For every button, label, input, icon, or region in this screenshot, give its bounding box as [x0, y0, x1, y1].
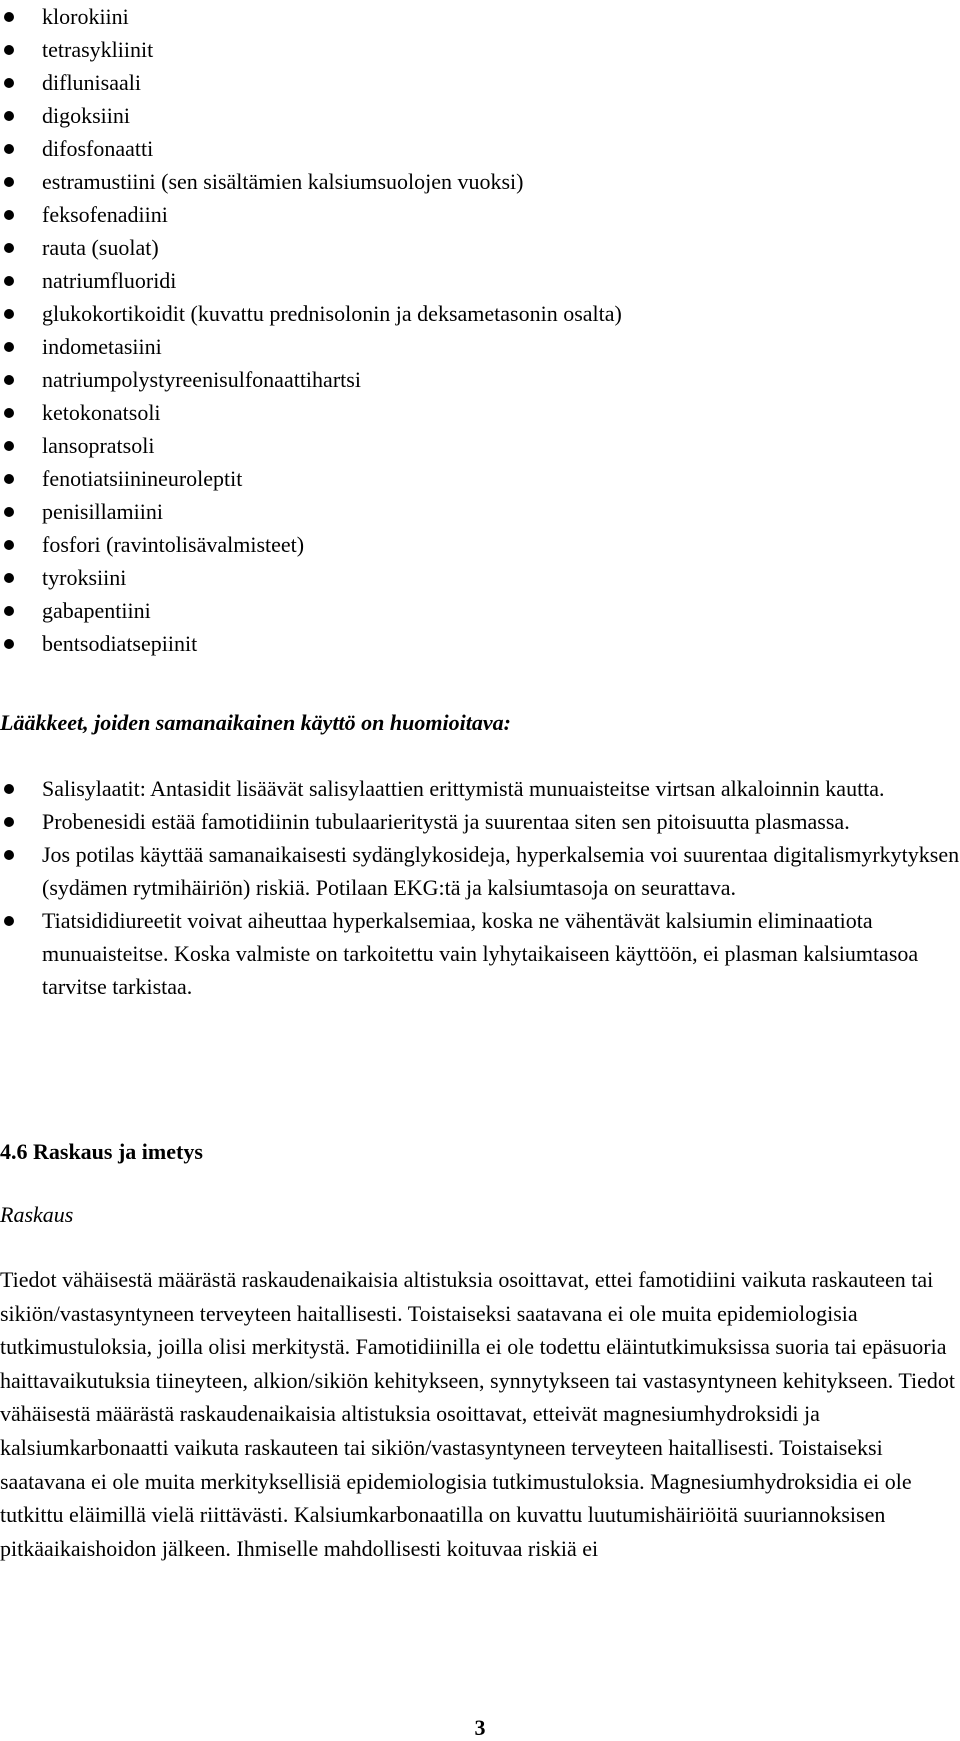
list-item — [0, 495, 622, 528]
list-item-text: difosfonaatti — [42, 136, 154, 161]
bullet-icon — [4, 408, 14, 418]
bullet-icon — [4, 850, 14, 860]
list-item-text: Jos potilas käyttää samanaikaisesti sydänglykosideja, hyperkalsemia voi suurentaa digitalismyrkytyksen (sydämen rytmihäiriön) riskiä. Potilaan EKG:tä ja kalsiumtasoja on seurattava. — [42, 842, 960, 900]
list-item — [0, 429, 622, 462]
list-item-text: fosfori (ravintolisävalmisteet) — [42, 532, 305, 557]
list-item — [0, 330, 622, 363]
list-item-text: natriumfluoridi — [42, 268, 177, 293]
list-item-text: feksofenadiini — [42, 202, 168, 227]
list-item-text: glukokortikoidit (kuvattu prednisolonin ja deksametasonin osalta) — [42, 301, 622, 326]
list-item — [0, 528, 622, 561]
bullet-icon — [4, 784, 14, 794]
list-item — [0, 462, 622, 495]
list-item — [0, 838, 960, 904]
list-item-text: bentsodiatsepiinit — [42, 631, 198, 656]
list-item — [0, 396, 622, 429]
bullet-icon — [4, 375, 14, 385]
list-item-text: natriumpolystyreenisulfonaattihartsi — [42, 367, 361, 392]
list-item-text: Salisylaatit: Antasidit lisäävät salisylaattien erittymistä munuaisteitse virtsan alkaloinnin kautta. — [42, 776, 885, 801]
page-number: 3 — [474, 1715, 486, 1740]
list-item — [0, 165, 622, 198]
list-item-text: ketokonatsoli — [42, 400, 161, 425]
bullet-icon — [4, 111, 14, 121]
list-item-text: estramustiini (sen sisältämien kalsiumsuolojen vuoksi) — [42, 169, 524, 194]
bullet-icon — [4, 441, 14, 451]
pregnancy-paragraph: Tiedot vähäisestä määrästä raskaudenaikaisia altistuksia osoittavat, ettei famotidiini vaikuta raskauteen tai sikiön/vastasyntyneen terveyteen haitallisesti. Toistaiseksi saatavana ei ole muita epidemiologisia tutkimustuloksia, joilla olisi merkitystä. Famotidiinilla ei ole todettu eläintutkimuksissa suoria tai epäsuoria haittavaikutuksia tiineyteen, alkion/sikiön kehitykseen, synnytykseen tai vastasyntyneen kehitykseen. Tiedot vähäisestä määrästä raskaudenaikaisia altistuksia osoittavat, etteivät magnesiumhydroksidi ja kalsiumkarbonaatti vaikuta raskauteen tai sikiön/vastasyntyneen terveyteen haitallisesti. Toistaiseksi saatavana ei ole muita merkityksellisiä epidemiologisia tutkimustuloksia. Magnesiumhydroksidia ei ole tutkittu eläimillä vielä riittävästi. Kalsiumkarbonaatilla on kuvattu luutumishäiriöitä suuriannoksisen pitkäaikaishoidon jälkeen. Ihmiselle mahdollisesti koituvaa riskiä ei — [0, 1267, 956, 1561]
list-item — [0, 297, 622, 330]
bullet-icon — [4, 309, 14, 319]
list-item-text: tyroksiini — [42, 565, 127, 590]
drug-list — [0, 0, 622, 660]
interaction-list — [0, 772, 960, 1003]
list-item-text: Probenesidi estää famotidiinin tubulaarieritystä ja suurentaa siten sen pitoisuutta plasmassa. — [42, 809, 850, 834]
list-item — [0, 363, 622, 396]
list-item — [0, 33, 622, 66]
interactions-heading: Lääkkeet, joiden samanaikainen käyttö on huomioitava: — [0, 710, 511, 735]
list-item-text: fenotiatsiinineuroleptit — [42, 466, 243, 491]
bullet-icon — [4, 144, 14, 154]
bullet-icon — [4, 78, 14, 88]
list-item — [0, 66, 622, 99]
list-item — [0, 561, 622, 594]
list-item-text: tetrasykliinit — [42, 37, 154, 62]
list-item — [0, 627, 622, 660]
list-item-text: digoksiini — [42, 103, 131, 128]
bullet-icon — [4, 507, 14, 517]
bullet-icon — [4, 606, 14, 616]
list-item-text: gabapentiini — [42, 598, 151, 623]
subsection-heading: Raskaus — [0, 1202, 74, 1227]
bullet-icon — [4, 243, 14, 253]
bullet-icon — [4, 210, 14, 220]
list-item-text: klorokiini — [42, 4, 129, 29]
bullet-icon — [4, 540, 14, 550]
list-item — [0, 904, 960, 1003]
list-item-text: lansopratsoli — [42, 433, 155, 458]
list-item — [0, 198, 622, 231]
bullet-icon — [4, 474, 14, 484]
bullet-icon — [4, 12, 14, 22]
list-item — [0, 594, 622, 627]
bullet-icon — [4, 342, 14, 352]
list-item — [0, 805, 960, 838]
bullet-icon — [4, 817, 14, 827]
list-item — [0, 772, 960, 805]
bullet-icon — [4, 276, 14, 286]
list-item — [0, 264, 622, 297]
bullet-icon — [4, 177, 14, 187]
bullet-icon — [4, 45, 14, 55]
list-item — [0, 99, 622, 132]
list-item — [0, 231, 622, 264]
bullet-icon — [4, 573, 14, 583]
section-heading: 4.6 Raskaus ja imetys — [0, 1139, 203, 1164]
bullet-icon — [4, 639, 14, 649]
list-item-text: indometasiini — [42, 334, 162, 359]
list-item — [0, 132, 622, 165]
list-item — [0, 0, 622, 33]
list-item-text: penisillamiini — [42, 499, 163, 524]
list-item-text: rauta (suolat) — [42, 235, 159, 260]
bullet-icon — [4, 916, 14, 926]
list-item-text: Tiatsididiureetit voivat aiheuttaa hyperkalsemiaa, koska ne vähentävät kalsiumin eliminaatiota munuaisteitse. Koska valmiste on tarkoitettu vain lyhytaikaiseen käyttöön, ei plasman kalsiumtasoa tarvitse tarkistaa. — [42, 908, 919, 999]
list-item-text: diflunisaali — [42, 70, 141, 95]
